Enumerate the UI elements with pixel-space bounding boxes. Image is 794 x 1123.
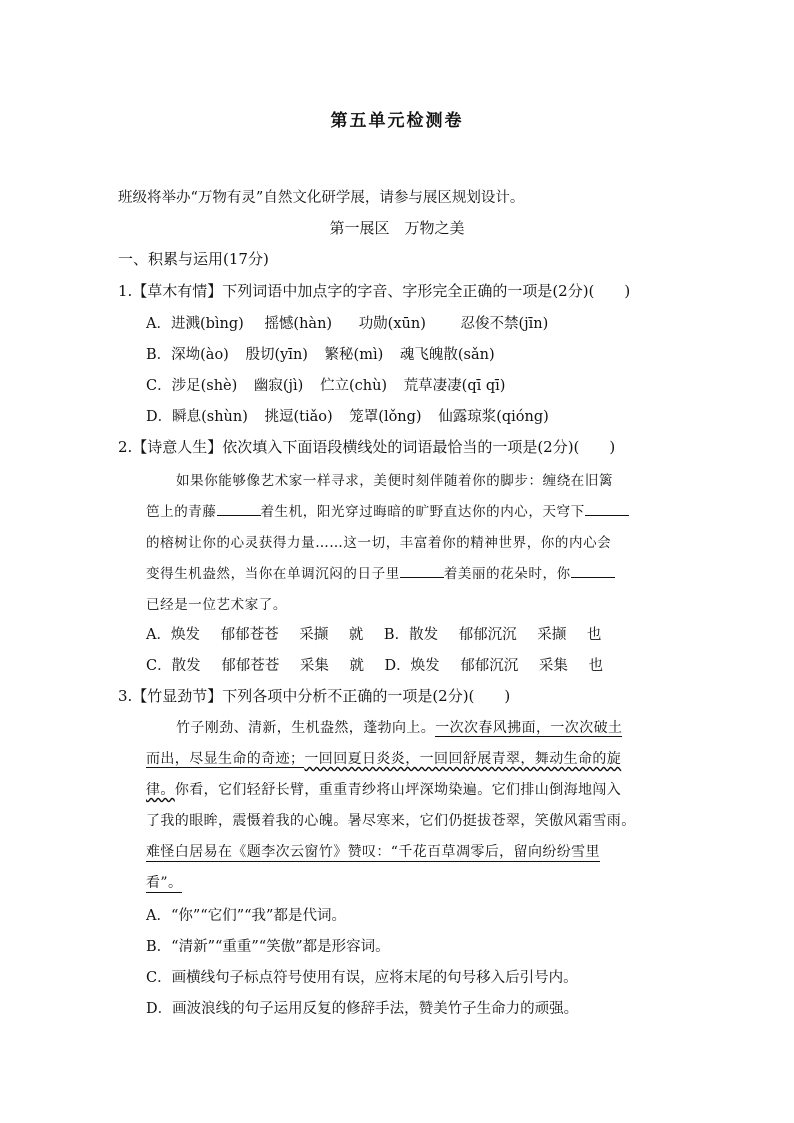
q1-option-c (146, 374, 505, 395)
q2-text: 笆上的青藤 (146, 504, 217, 520)
q2-d-1: D．焕发 (384, 658, 440, 674)
q3-option-a: A．“你”“它们”“我”都是代词。 (146, 908, 346, 924)
q2-d-4: 也 (588, 658, 604, 674)
q3-option-d: D．画波浪线的句子运用反复的修辞手法，赞美竹子生命力的顽强。 (146, 1001, 579, 1017)
q3-passage-line-4: 了我的眼眸，震慑着我的心魄。暑尽寒来，它们仍挺拔苍翠，笑傲风霜雪雨。 (146, 813, 636, 829)
q1-c-1: C．涉足(shè) (146, 378, 238, 394)
q2-text: 着生机，阳光穿过晦暗的旷野直达你的内心，天穹下 (260, 504, 585, 520)
q2-c-3: 采集 (299, 658, 329, 674)
q2-passage-line-2 (146, 500, 629, 520)
q3-passage-line-6: 看”。 (146, 872, 182, 893)
q2-passage-line-1: 如果你能够像艺术家一样寻求，美便时刻伴随着你的脚步：缠绕在旧篱 (176, 473, 614, 489)
q1-a-2: 摇憾(hàn) (264, 316, 333, 332)
q2-options-ab (146, 623, 601, 644)
q1-option-b (146, 343, 495, 364)
q1-option-d (146, 405, 549, 426)
q3-underlined-text: 一次次春风拂面，一次次破土 (435, 720, 623, 736)
q3-passage-line-3 (146, 779, 621, 799)
q1-d-4: 仙露琼浆(qióng) (438, 409, 549, 425)
q1-b-2: 殷切(yīn) (245, 347, 308, 363)
q2-b-3: 采撷 (537, 627, 567, 643)
q2-b-2: 郁郁沉沉 (458, 627, 517, 643)
q3-wavy-text: 律。 (146, 782, 175, 798)
q2-text: 变得生机盎然，当你在单调沉闷的日子里 (146, 566, 400, 582)
q1-b-1: B．深坳(ào) (146, 347, 229, 363)
q2-passage-line-4 (146, 562, 615, 582)
q1-c-4: 荒草凄凄(qī qī) (403, 378, 506, 394)
q2-b-4: 也 (586, 627, 602, 643)
q1-stem: 1.【草木有情】下列词语中加点字的字音、字形完全正确的一项是(2分)( ) (118, 282, 631, 300)
q2-blank-2[interactable] (585, 501, 629, 516)
q3-passage-line-2 (146, 748, 621, 768)
q2-text: 着美丽的花朵时，你 (443, 566, 571, 582)
q1-d-3: 笼罩(lǒng) (349, 409, 422, 425)
q2-passage-line-5: 已经是一位艺术家了。 (146, 597, 287, 613)
q2-d-3: 采集 (538, 658, 568, 674)
q3-wavy-text: 一回回夏日炎炎，一回回舒展青翠，舞动生命的旋 (304, 751, 622, 767)
q2-blank-3[interactable] (400, 563, 444, 578)
q2-passage-line-3: 的榕树让你的心灵获得力量……这一切，丰富着你的精神世界，你的内心会 (146, 535, 612, 551)
q2-a-2: 郁郁苍苍 (220, 627, 279, 643)
section-title: 第一展区 万物之美 (329, 219, 465, 237)
q2-stem: 2.【诗意人生】依次填入下面语段横线处的词语最恰当的一项是(2分)( ) (118, 438, 616, 456)
q2-blank-4[interactable] (571, 563, 615, 578)
q1-c-3: 伫立(chù) (319, 378, 388, 394)
q1-b-4: 魂飞魄散(sǎn) (399, 347, 495, 363)
q3-stem: 3.【竹显劲节】下列各项中分析不正确的一项是(2分)( ) (118, 687, 511, 705)
q1-d-1: D．瞬息(shùn) (146, 409, 248, 425)
q1-b-3: 繁秘(mì) (324, 347, 384, 363)
q3-text: 竹子刚劲、清新，生机盎然，蓬勃向上。 (176, 720, 436, 736)
q1-option-a (146, 312, 548, 333)
q2-c-4: 就 (349, 658, 364, 674)
q2-a-1: A．焕发 (146, 627, 200, 643)
q3-text: 你看，它们轻舒长臂，重重青纱将山坪深坳染遍。它们排山倒海地闯入 (174, 782, 622, 798)
q3-passage-line-1 (176, 717, 622, 737)
q1-c-2: 幽寂(jì) (253, 378, 304, 394)
q1-a-3: 功勋(xūn) (358, 316, 426, 332)
part-title: 一、积累与运用(17分) (118, 250, 269, 268)
page-title: 第五单元检测卷 (330, 111, 464, 131)
intro-text: 班级将举办“万物有灵”自然文化研学展，请参与展区规划设计。 (118, 190, 525, 206)
q2-options-cd (146, 654, 603, 675)
q1-d-2: 挑逗(tiǎo) (264, 409, 333, 425)
q1-a-1: A．进溅(bìng) (146, 316, 244, 332)
q2-a-3: 采撷 (299, 627, 329, 643)
q2-c-1: C．散发 (146, 658, 201, 674)
q2-a-4: 就 (348, 627, 364, 643)
q2-b-1: B．散发 (383, 627, 439, 643)
q2-blank-1[interactable] (217, 501, 261, 516)
q2-d-2: 郁郁沉沉 (460, 658, 519, 674)
q3-underlined-text: 而出，尽显生命的奇迹； (146, 751, 305, 767)
q3-option-b: B．“清新”“重重”“笑傲”都是形容词。 (146, 939, 390, 955)
q3-option-c: C．画横线句子标点符号使用有误，应将末尾的句号移入后引号内。 (146, 970, 578, 986)
q1-a-4: 忍俊不禁(jīn) (460, 316, 549, 332)
q2-c-2: 郁郁苍苍 (221, 658, 280, 674)
q3-passage-line-5: 难怪白居易在《题李次云窗竹》赞叹：“千花百草凋零后，留向纷纷雪里 (146, 841, 600, 862)
